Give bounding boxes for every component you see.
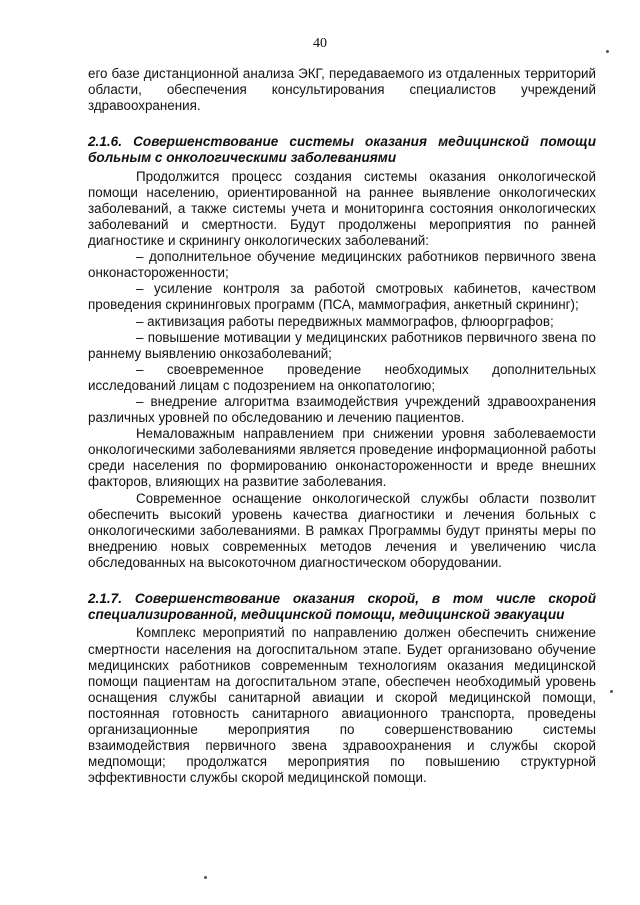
list-item: – внедрение алгоритма взаимодействия учреждений здравоохранения различных уровней по обследованию и лечению пациентов. <box>88 394 596 426</box>
scan-speck-top-right <box>606 50 609 53</box>
document-body <box>88 66 596 786</box>
list-item: – повышение мотивации у медицинских работников первичного звена по раннему выявлению онкозаболеваний; <box>88 329 596 361</box>
list-item: – дополнительное обучение медицинских работников первичного звена онконастороженности; <box>88 249 596 281</box>
list-item: – усиление контроля за работой смотровых кабинетов, качеством проведения скрининговых программ (ПСА, маммография, анкетный скрининг); <box>88 281 596 313</box>
list-item: – активизация работы передвижных маммографов, флюорграфов; <box>136 313 554 329</box>
page-number: 40 <box>313 36 327 51</box>
section-2-1-6-paragraph: Продолжится процесс создания системы оказания онкологической помощи населению, ориентированной на раннее выявление онкологических заболеваний, а также системы учета и мониторинга состояния онкологических заболеваний и смертности. Будут продолжены мероприятия по ранней диагностике и скринингу онкологических заболеваний: <box>88 168 596 249</box>
section-2-1-7-paragraph: Комплекс мероприятий по направлению должен обеспечить снижение смертности населения на догоспитальном этапе. Будет организовано обучение медицинских работников современным технологиям оказания медицинской помощи пациентам на догоспитальном этапе, обеспечен необходимый уровень оснащения службы санитарной авиации и скорой медицинской помощи, постоянная готовность санитарного авиационного транспорта, проведены организационные мероприятия по совершенствованию системы взаимодействия первичного звена здравоохранения и службы скорой медпомощи; продолжатся мероприятия по повышению структурной эффективности службы скорой медицинской помощи. <box>88 625 596 786</box>
list-item: – своевременное проведение необходимых дополнительных исследований лицам с подозрением на онкопатологию; <box>88 361 596 393</box>
intro-paragraph: его базе дистанционной анализа ЭКГ, передаваемого из отдаленных территорий области, обеспечения консультирования специалистов учреждений здравоохранения. <box>88 66 596 114</box>
section-heading-2-1-7: 2.1.7. Совершенствование оказания скорой, в том числе скорой специализированной, медицинской помощи, медицинской эвакуации <box>88 591 596 623</box>
section-2-1-6-paragraph: Современное оснащение онкологической службы области позволит обеспечить высокий уровень качества диагностики и лечения больных с онкологическими заболеваниями. В рамках Программы будут приняты меры по внедрению новых современных методов лечения и увеличению числа обследованных на высокоточном диагностическом оборудовании. <box>88 490 596 570</box>
section-2-1-6-paragraph: Немаловажным направлением при снижении уровня заболеваемости онкологическими заболеваниями является проведение информационной работы среди населения по формированию онконастороженности и вреде внешних факторов, влияющих на развитие заболевания. <box>88 426 596 490</box>
scan-speck-bottom <box>204 876 207 879</box>
scan-speck-right <box>610 690 613 693</box>
section-heading-2-1-6: 2.1.6. Совершенствование системы оказания медицинской помощи больным с онкологическими заболеваниями <box>88 134 596 166</box>
